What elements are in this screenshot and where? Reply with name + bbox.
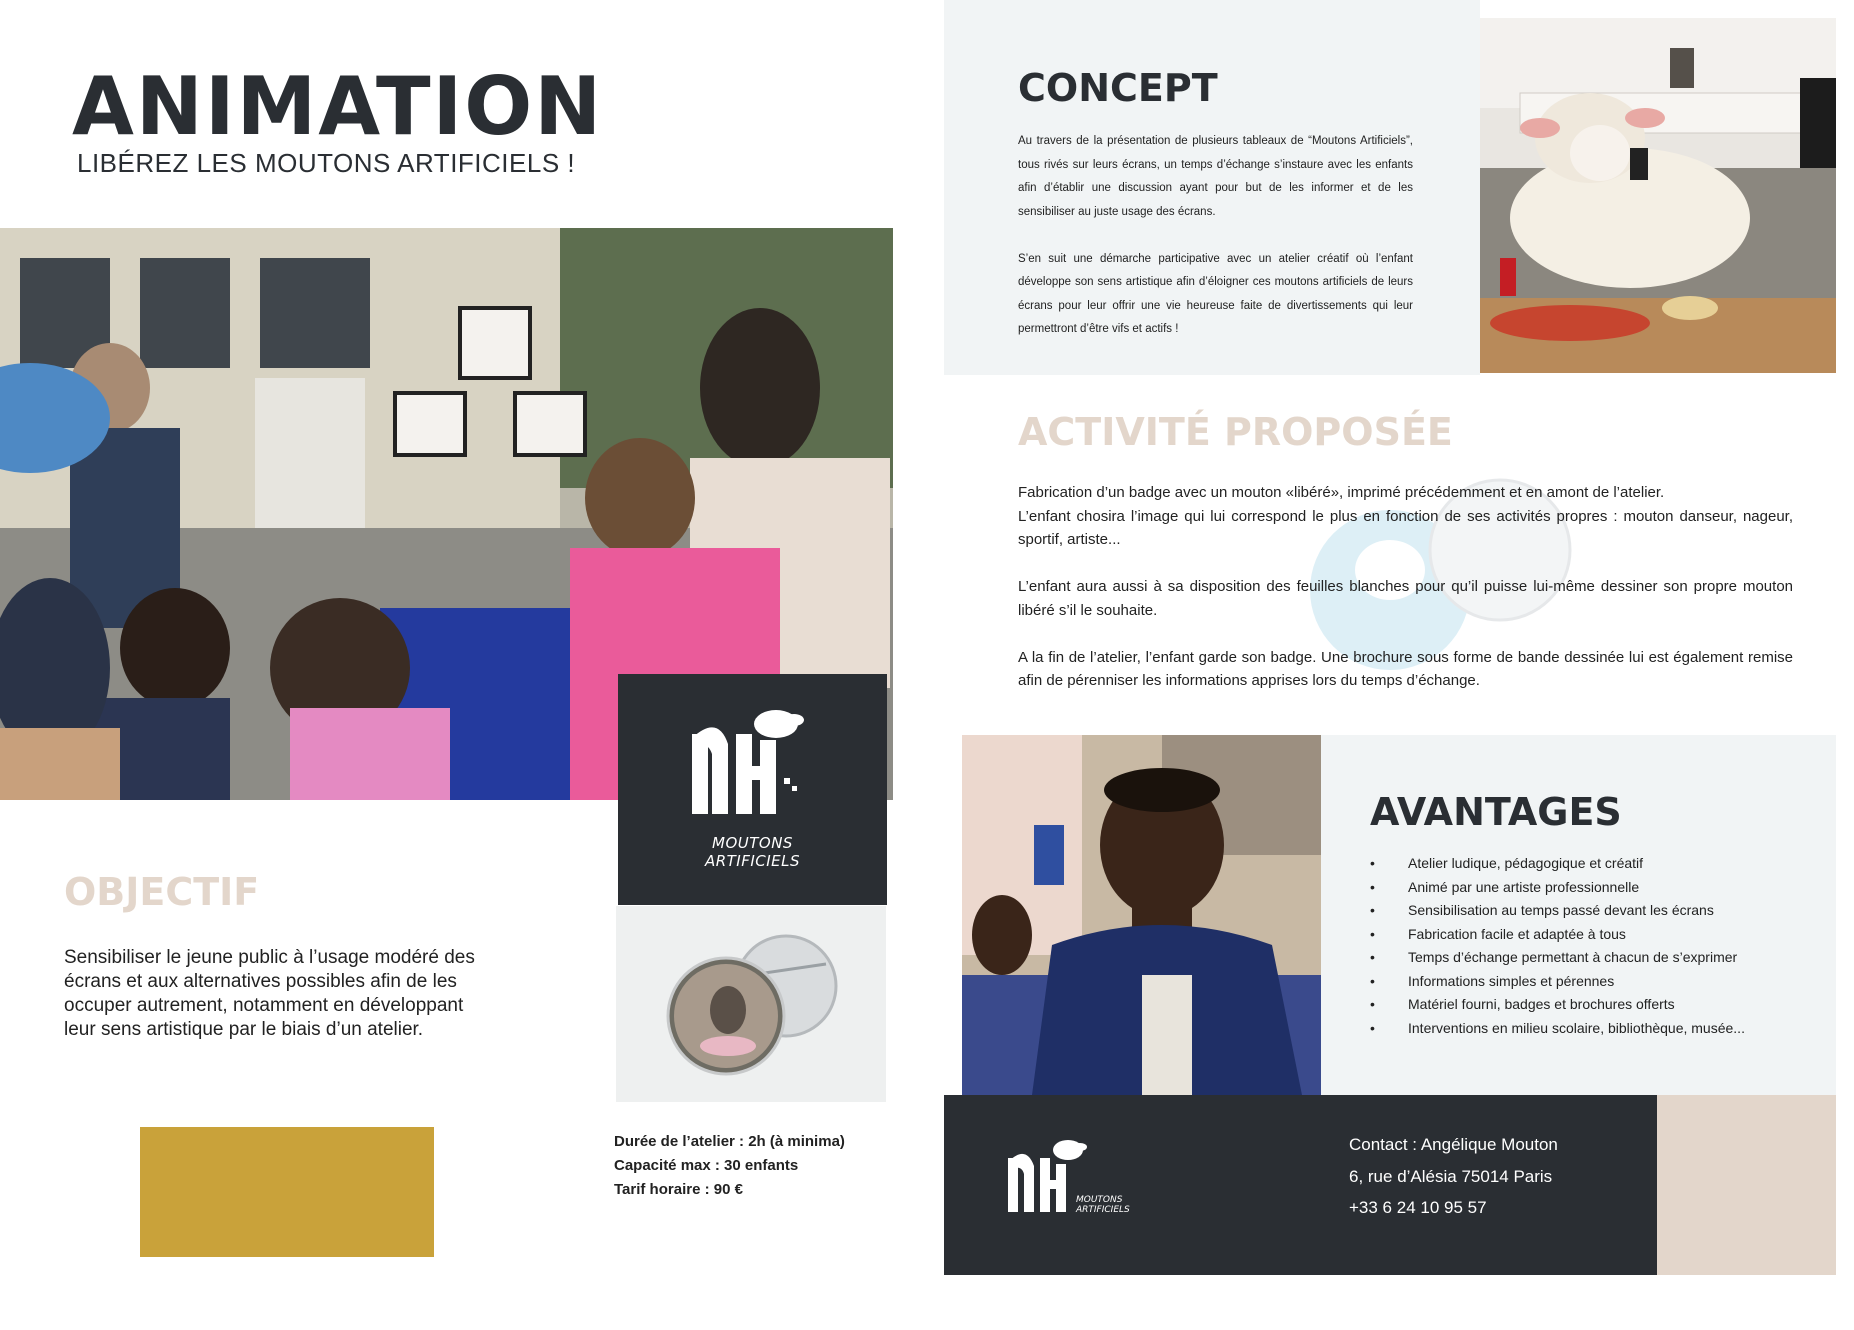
logo-text-line1: MOUTONS xyxy=(712,834,793,852)
page-title: ANIMATION xyxy=(72,60,604,153)
contact-phone: +33 6 24 10 95 57 xyxy=(1349,1198,1487,1217)
workshop-rate: Tarif horaire : 90 € xyxy=(614,1181,743,1198)
page-subtitle: LIBÉREZ LES MOUTONS ARTIFICIELS ! xyxy=(77,148,576,178)
avantages-list xyxy=(1370,852,1830,1040)
list-item: • Sensibilisation au temps passé devant les écrans xyxy=(1370,899,1830,923)
sheep-on-couch-photo xyxy=(1480,18,1836,373)
list-item: • Temps d’échange permettant à chacun de s’exprimer xyxy=(1370,946,1830,970)
workshop-duration: Durée de l’atelier : 2h (à minima) xyxy=(614,1133,845,1150)
footer-logo-text-line2: ARTIFICIELS xyxy=(1076,1205,1130,1215)
badge-product-photo xyxy=(616,906,886,1102)
concept-paragraph-2: S’en suit une démarche participative avec un atelier créatif où l’enfant développe son sens artistique afin d’éloigner ces moutons artificiels de leurs écrans pour leur offrir une vie heureuse faite de divertissements qui leur permettront d’être vifs et actifs ! xyxy=(1018,252,1413,335)
gold-color-block xyxy=(140,1127,434,1257)
concept-paragraph-1: Au travers de la présentation de plusieurs tableaux de “Moutons Artificiels”, tous rivés sur leurs écrans, un temps d’échange s’instaure avec les enfants afin d’établir une discussion ayant pour but de les informer et de les sensibiliser au juste usage des écrans. xyxy=(1018,135,1413,218)
sheep-logo-icon xyxy=(618,674,887,905)
activite-paragraph-1 xyxy=(1018,481,1793,552)
activite-heading: ACTIVITÉ PROPOSÉE xyxy=(1018,410,1453,454)
list-item: • Matériel fourni, badges et brochures offerts xyxy=(1370,993,1830,1017)
footer-logo-text-line1: MOUTONS xyxy=(1076,1195,1123,1205)
activite-paragraph-1-line-2: L’enfant chosira l’image qui lui correspond le plus en fonction de ses activités propres : mouton danseur, nageur, sportif, artiste... xyxy=(1018,507,1793,548)
contact-address: 6, rue d’Alésia 75014 Paris xyxy=(1349,1166,1553,1186)
list-item: • Atelier ludique, pédagogique et créatif xyxy=(1370,852,1830,876)
logo-text-line2: ARTIFICIELS xyxy=(704,852,801,870)
objectif-heading: OBJECTIF xyxy=(64,870,260,914)
workshop-capacity: Capacité max : 30 enfants xyxy=(614,1157,799,1174)
activite-paragraph-1-line-1: Fabrication d’un badge avec un mouton «libéré», imprimé précédemment et en amont de l’atelier. xyxy=(1018,484,1665,501)
footer-beige-block xyxy=(1657,1095,1836,1275)
list-item: • Fabrication facile et adaptée à tous xyxy=(1370,923,1830,947)
concept-text xyxy=(1018,130,1413,342)
avantages-heading: AVANTAGES xyxy=(1370,790,1622,834)
workshop-info xyxy=(614,1130,845,1202)
list-item: • Animé par une artiste professionnelle xyxy=(1370,876,1830,900)
objectif-text: Sensibiliser le jeune public à l’usage modéré des écrans et aux alternatives possibles afin de les occuper autrement, notamment en développant leur sens artistique par le biais d’un atelier. xyxy=(64,947,475,1040)
list-item: • Informations simples et pérennes xyxy=(1370,970,1830,994)
activite-paragraph-3: A la fin de l’atelier, l’enfant garde son badge. Une brochure sous forme de bande dessinée lui est également remise afin de pérenniser les informations apprises lors du temps d’échange. xyxy=(1018,648,1793,689)
child-with-badge-photo xyxy=(962,735,1321,1095)
brand-logo-tile xyxy=(618,674,887,905)
contact-block xyxy=(1349,1129,1558,1224)
concept-heading: CONCEPT xyxy=(1018,66,1218,110)
list-item: • Interventions en milieu scolaire, bibliothèque, musée... xyxy=(1370,1017,1830,1041)
footer-sheep-logo-icon xyxy=(1000,1130,1150,1230)
contact-name: Contact : Angélique Mouton xyxy=(1349,1135,1558,1154)
activite-paragraph-2: L’enfant aura aussi à sa disposition des feuilles blanches pour qu’il puisse lui-même dessiner son propre mouton libéré s’il le souhaite. xyxy=(1018,578,1793,619)
activite-text xyxy=(1018,481,1793,716)
